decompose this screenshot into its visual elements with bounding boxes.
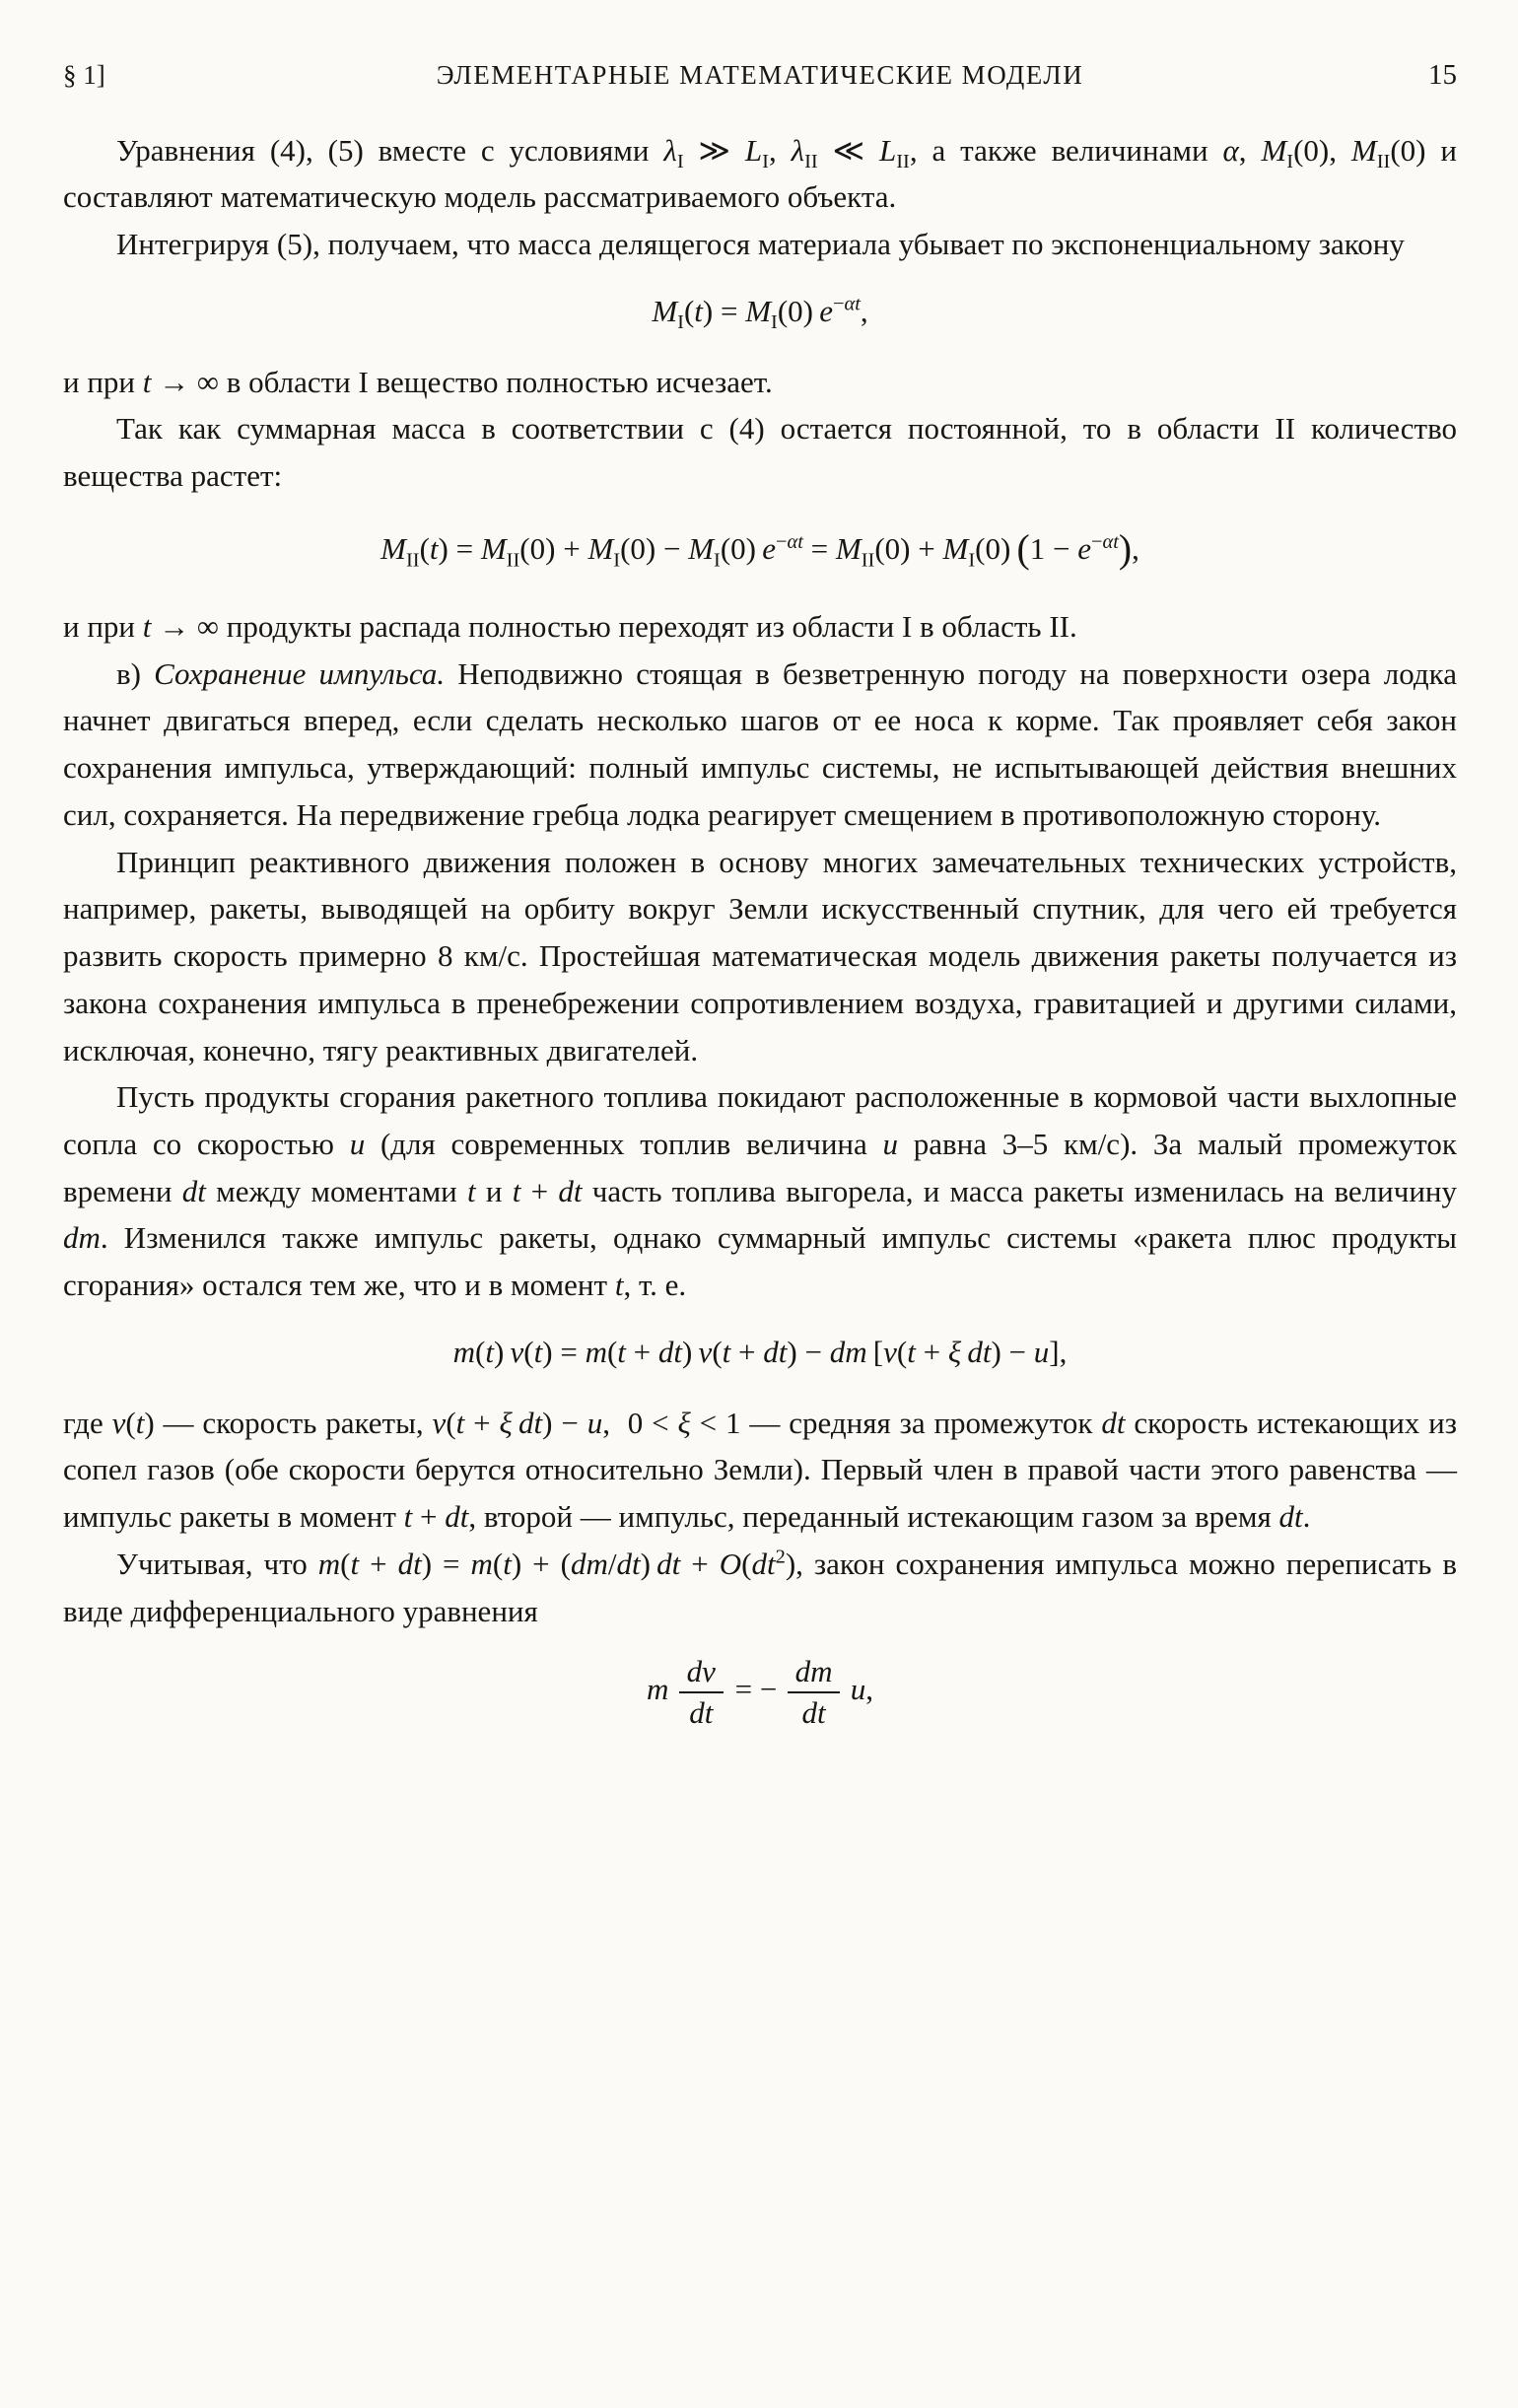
- section-marker: § 1]: [63, 60, 105, 90]
- formula-exponential-decay: $M_I(t) = M_I(0)$ $e^{-\alpha t}$,: [652, 293, 868, 334]
- paragraph-integrating: Интегрируя (5), получаем, что масса делящегося материала убывает по экспоненциальному закону: [116, 227, 1405, 262]
- page-number: 15: [1428, 59, 1457, 91]
- paragraph-rocket-exhaust: Пусть продукты сгорания ракетного топлива покидают расположенные в кормовой части выхлопные сопла со скоростью u (для современных топлив величина u равна 3–5 км/с). За малый промежуток времени dt между моментами t и t + dt часть топлива выгорела, и масса ракеты изменилась на величину dm. Изменился также импульс ракеты, однако суммарный импульс системы «ракета плюс продукты сгорания» остался тем же, что и в момент t, т. е.: [63, 1079, 1458, 1303]
- paragraph-decay-products: и при t → ∞ продукты распада полностью переходят из области I в область II.: [63, 608, 1077, 644]
- paragraph-region-one-vanishes: и при t → ∞ в области I вещество полностью исчезает.: [63, 364, 773, 399]
- formula-differential-equation: m $\frac{dv}{dt}$ = − $\frac{dm}{dt}$ u,: [647, 1654, 873, 1730]
- paragraph-taylor-expansion: Учитывая, что m(t + dt) = m(t) + (dm/dt) dt + $O(dt^2)$, закон сохранения импульса можно переписать в виде дифференциального уравнения: [63, 1546, 1458, 1628]
- paragraph-velocity-explanation: где v(t) — скорость ракеты, v(t + ξ dt) − u, 0 < ξ < 1 — средняя за промежуток dt скорость истекающих из сопел газов (обе скорости берутся относительно Земли). Первый член в правой части этого равенства — импульс ракеты в момент t + dt, второй — импульс, переданный истекающим газом за время dt.: [63, 1405, 1458, 1535]
- paragraph-equations-model: Уравнения (4), (5) вместе с условиями $\lambda_I$ ≫ $L_I$, $\lambda_{II}$ ≪ $L_{II}$, а также величинами α, $M_I(0)$, $M_{II}(0)$ и составляют математическую модель рассматриваемого объекта.: [63, 132, 1457, 215]
- paragraph-total-mass-constant: Так как суммарная масса в соответствии с (4) остается постоянной, то в области II количество вещества растет:: [63, 411, 1457, 494]
- page-header: [63, 53, 1457, 98]
- formula-region-two-growth: $M_{II}(t) = M_{II}(0) + M_I(0) - M_I(0) e^{-\alpha t} = M_{II}(0) + M_I(0) (1 - e^{-\alpha t})$,: [380, 526, 1139, 572]
- paragraph-reactive-motion: Принцип реактивного движения положен в основу многих замечательных технических устройств, например, ракеты, выводящей на орбиту вокруг Земли искусственный спутник, для чего ей требуется развить скорость примерно 8 км/с. Простейшая математическая модель движения ракеты получается из закона сохранения импульса в пренебрежении сопротивлением воздуха, гравитацией и другими силами, исключая, конечно, тягу реактивных двигателей.: [63, 844, 1457, 1067]
- formula-momentum-balance: m(t) v(t) = m(t + dt) v(t + dt) − dm [v(t + ξ dt) − u],: [452, 1334, 1068, 1369]
- paragraph-momentum-conservation: в) Сохранение импульса. Неподвижно стоящая в безветренную погоду на поверхности озера лодка начнет двигаться вперед, если сделать несколько шагов от ее носа к корме. Так проявляет себя закон сохранения импульса, утверждающий: полный импульс системы, не испытывающей действия внешних сил, сохраняется. На передвижение гребца лодка реагирует смещением в противоположную сторону.: [63, 655, 1457, 832]
- running-title: ЭЛЕМЕНТАРНЫЕ МАТЕМАТИЧЕСКИЕ МОДЕЛИ: [436, 60, 1084, 90]
